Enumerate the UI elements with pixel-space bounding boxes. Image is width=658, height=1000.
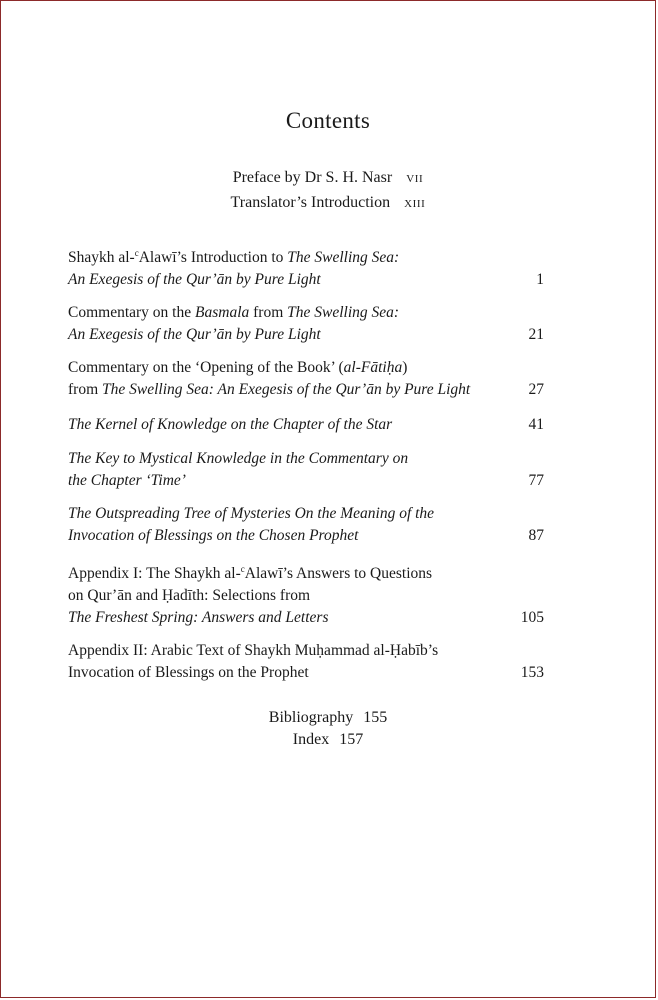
entry-title: Appendix II: Arabic Text of Shaykh Muḥammad al-Ḥabīb’s — [68, 642, 439, 660]
entry-page: 105 — [520, 609, 544, 627]
entry-page: 155 — [363, 709, 388, 726]
entry-title: The Key to Mystical Knowledge in the Commentary on — [68, 450, 409, 468]
front-entry-preface — [1, 166, 655, 191]
contents-entry — [68, 414, 546, 436]
entry-page: 21 — [528, 326, 544, 344]
entry-title: The Kernel of Knowledge on the Chapter of the Star — [68, 416, 393, 434]
back-entry-bibliography — [1, 707, 655, 729]
entry-page: VII — [406, 173, 424, 185]
contents-heading: Contents — [285, 108, 371, 133]
back-matter — [1, 707, 655, 751]
front-entry-introduction — [1, 191, 655, 216]
entry-page: 41 — [528, 416, 544, 434]
entry-page: 87 — [528, 527, 544, 545]
entry-title: Invocation of Blessings on the Prophet — [68, 664, 309, 682]
contents-entry: Appendix I: The Shaykh al-$^c$Alawī’s Answers to Questions on Qur’ān and Ḥadīth: Selections from The Freshest Spring: Answers and Letters 105 — [68, 558, 546, 629]
entry-page: 77 — [528, 472, 544, 490]
entry-title: The Outspreading Tree of Mysteries On the Meaning of the — [68, 505, 435, 523]
entry-page: 27 — [528, 381, 544, 399]
entry-title: Preface by Dr S. H. Nasr — [232, 169, 393, 186]
entry-title: Index — [292, 731, 330, 748]
entry-page: 1 — [536, 271, 544, 289]
front-matter — [1, 166, 655, 216]
contents-entry — [68, 448, 546, 492]
entry-title: Invocation of Blessings on the Chosen Prophet — [68, 527, 359, 545]
contents-entry: Commentary on the ‘Opening of the Book’ (al-Fātiḥa) from The Swelling Sea: An Exegesis of the Qur’ān by Pure Light 27 — [68, 357, 546, 401]
entry-title: Bibliography — [268, 709, 354, 726]
entry-page: 157 — [339, 731, 364, 748]
contents-list — [68, 242, 546, 684]
contents-entry — [68, 503, 546, 547]
entry-page: XIII — [404, 198, 426, 210]
contents-entry: Shaykh al-$^c$Alawī’s Introduction to The Swelling Sea: An Exegesis of the Qur’ān by Pure Light 1 — [68, 242, 546, 291]
contents-entry: Commentary on the Basmala from The Swelling Sea: An Exegesis of the Qur’ān by Pure Light 21 — [68, 302, 546, 346]
entry-title: Translator’s Introduction — [230, 194, 391, 211]
entry-page: 153 — [520, 664, 544, 682]
back-entry-index — [1, 729, 655, 751]
contents-entry — [68, 640, 546, 684]
entry-title: the Chapter ‘Time’ — [68, 472, 186, 490]
